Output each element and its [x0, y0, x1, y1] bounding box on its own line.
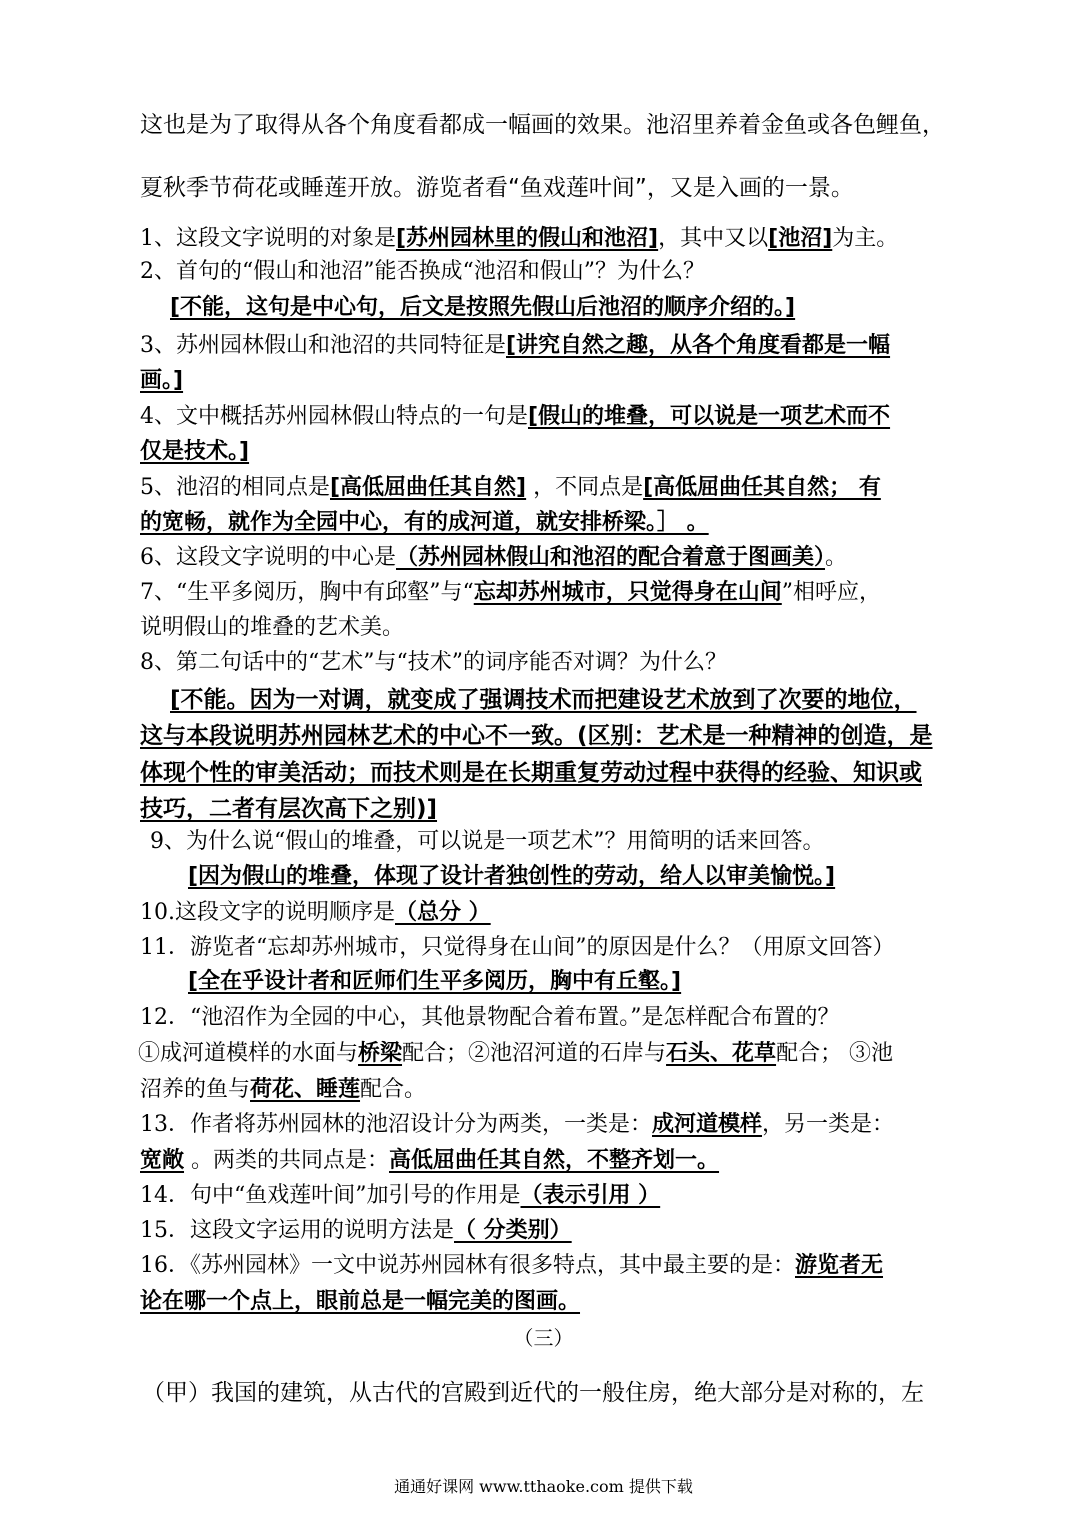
question-15: 15．这段文字运用的说明方法是（ 分类别）: [140, 1218, 572, 1243]
answer-16-cont: 论在哪一个点上，眼前总是一幅完美的图画。: [140, 1289, 581, 1314]
question-12: 12．“池沼作为全园的中心，其他景物配合着布置。”是怎样配合布置的？: [140, 1005, 840, 1030]
question-11: 11．游览者“忘却苏州城市，只觉得身在山间”的原因是什么？（用原文回答）: [140, 935, 895, 960]
answer-11: [全在乎设计者和匠师们生平多阅历，胸中有丘壑。]: [188, 969, 682, 994]
question-9: 9、为什么说“假山的堆叠，可以说是一项艺术”？用简明的话来回答。: [150, 829, 825, 854]
question-3: 3、苏州园林假山和池沼的共同特征是[讲究自然之趣，从各个角度看都是一幅: [140, 333, 891, 358]
answer-8-line-1: [不能。因为一对调，就变成了强调技术而把建设艺术放到了次要的地位，: [170, 687, 917, 713]
answer-8-line-2: 这与本段说明苏州园林艺术的中心不一致。(区别：艺术是一种精神的创造，是: [140, 723, 933, 749]
answer-4-cont: 仅是技术。]: [140, 439, 250, 464]
answer-2: [不能，这句是中心句，后文是按照先假山后池沼的顺序介绍的。]: [170, 295, 796, 320]
question-13-cont: 宽敞 。两类的共同点是：高低屈曲任其自然，不整齐划一。: [140, 1148, 720, 1173]
answer-8-line-4: 技巧，二者有层次高下之别)]: [140, 796, 438, 822]
question-2: 2、首句的“假山和池沼”能否换成“池沼和假山”？为什么？: [140, 259, 705, 284]
question-7: 7、“生平多阅历，胸中有邱壑”与“忘却苏州城市，只觉得身在山间”相呼应，: [140, 580, 882, 605]
question-13: 13．作者将苏州园林的池沼设计分为两类，一类是：成河道模样，另一类是：: [140, 1112, 895, 1137]
section-heading: （三）: [513, 1326, 574, 1350]
question-14: 14．句中“鱼戏莲叶间”加引号的作用是（表示引用 ）: [140, 1183, 661, 1208]
intro-line-2: 夏秋季节荷花或睡莲开放。游览者看“鱼戏莲叶间”，又是入画的一景。: [140, 175, 854, 201]
question-1: 1、这段文字说明的对象是[苏州园林里的假山和池沼]，其中又以[池沼]为主。: [140, 226, 899, 251]
question-10: 10.这段文字的说明顺序是（总分 ）: [140, 900, 491, 925]
question-5: 5、池沼的相同点是[高低屈曲任其自然] ，不同点是[高低屈曲任其自然； 有: [140, 475, 881, 500]
question-7-cont: 说明假山的堆叠的艺术美。: [140, 615, 405, 640]
answer-8-line-3: 体现个性的审美活动；而技术则是在长期重复劳动过程中获得的经验、知识或: [140, 760, 922, 786]
answer-9: [因为假山的堆叠，体现了设计者独创性的劳动，给人以审美愉悦。]: [188, 864, 836, 889]
question-12-line-2: ①成河道模样的水面与桥梁配合；②池沼河道的石岸与石头、花草配合； ③池: [138, 1041, 894, 1066]
question-12-line-3: 沼养的鱼与荷花、睡莲配合。: [140, 1077, 427, 1102]
question-4: 4、文中概括苏州园林假山特点的一句是[假山的堆叠，可以说是一项艺术而不: [140, 404, 891, 429]
answer-1b: [池沼]: [768, 226, 833, 251]
question-8: 8、第二句话中的“艺术”与“技术”的词序能否对调？为什么？: [140, 650, 727, 675]
paragraph-jia: （甲）我国的建筑，从古代的宫殿到近代的一般住房，绝大部分是对称的，左: [142, 1380, 924, 1406]
answer-3-cont: 画。]: [140, 368, 184, 393]
intro-line-1: 这也是为了取得从各个角度看都成一幅画的效果。池沼里养着金鱼或各色鲤鱼，: [140, 112, 945, 138]
page-footer: 通通好课网 www.tthaoke.com 提供下载: [394, 1477, 693, 1496]
answer-5-cont: 的宽畅，就作为全园中心，有的成河道，就安排桥梁。］ 。: [140, 510, 709, 535]
question-16: 16．《苏州园林》一文中说苏州园林有很多特点，其中最主要的是：游览者无: [140, 1253, 884, 1278]
question-6: 6、这段文字说明的中心是（苏州园林假山和池沼的配合着意于图画美）。: [140, 545, 848, 570]
answer-1a: [苏州园林里的假山和池沼]: [396, 226, 659, 251]
